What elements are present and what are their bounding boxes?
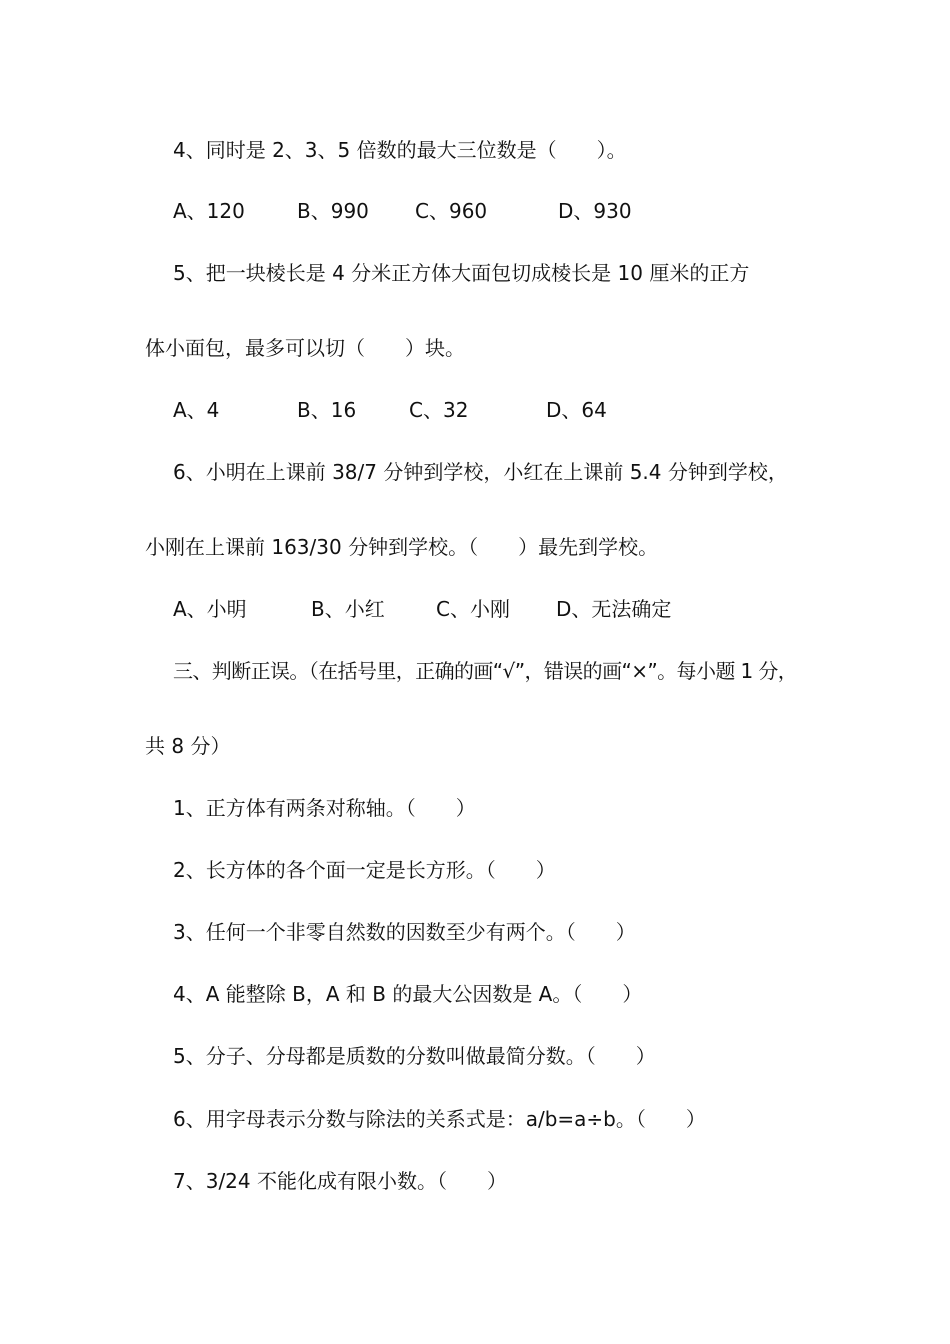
option-a: A、120: [173, 199, 245, 223]
question-4: 4、同时是 2、3、5 倍数的最大三位数是（ ）。: [173, 138, 627, 162]
option-d: D、无法确定: [556, 597, 672, 621]
section-3-heading-line-1: 三、判断正误。（在括号里，正确的画“√”，错误的画“×”。每小题 1 分，: [173, 659, 798, 683]
judgement-item-2: 2、长方体的各个面一定是长方形。（ ）: [173, 858, 556, 882]
question-6-line-1: 6、小明在上课前 38/7 分钟到学校，小红在上课前 5.4 分钟到学校，: [173, 460, 788, 484]
question-5-line-2: 体小面包，最多可以切（ ）块。: [145, 336, 465, 360]
option-b: B、小红: [311, 597, 385, 621]
judgement-item-5: 5、分子、分母都是质数的分数叫做最简分数。（ ）: [173, 1044, 656, 1068]
judgement-item-4: 4、A 能整除 B，A 和 B 的最大公因数是 A。（ ）: [173, 982, 643, 1006]
option-a: A、4: [173, 398, 220, 422]
option-d: D、64: [546, 398, 607, 422]
option-b: B、990: [297, 199, 369, 223]
judgement-item-7: 7、3/24 不能化成有限小数。（ ）: [173, 1169, 507, 1193]
question-5-line-1: 5、把一块棱长是 4 分米正方体大面包切成棱长是 10 厘米的正方: [173, 261, 750, 285]
judgement-item-6: 6、用字母表示分数与除法的关系式是：a/b=a÷b。（ ）: [173, 1107, 706, 1131]
judgement-item-1: 1、正方体有两条对称轴。（ ）: [173, 796, 476, 820]
option-c: C、960: [415, 199, 488, 223]
option-a: A、小明: [173, 597, 247, 621]
question-6-line-2: 小刚在上课前 163/30 分钟到学校。（ ）最先到学校。: [145, 535, 659, 559]
option-d: D、930: [558, 199, 632, 223]
option-c: C、小刚: [436, 597, 510, 621]
judgement-item-3: 3、任何一个非零自然数的因数至少有两个。（ ）: [173, 920, 636, 944]
section-3-heading-line-2: 共 8 分）: [145, 734, 231, 758]
option-b: B、16: [297, 398, 357, 422]
option-c: C、32: [409, 398, 469, 422]
